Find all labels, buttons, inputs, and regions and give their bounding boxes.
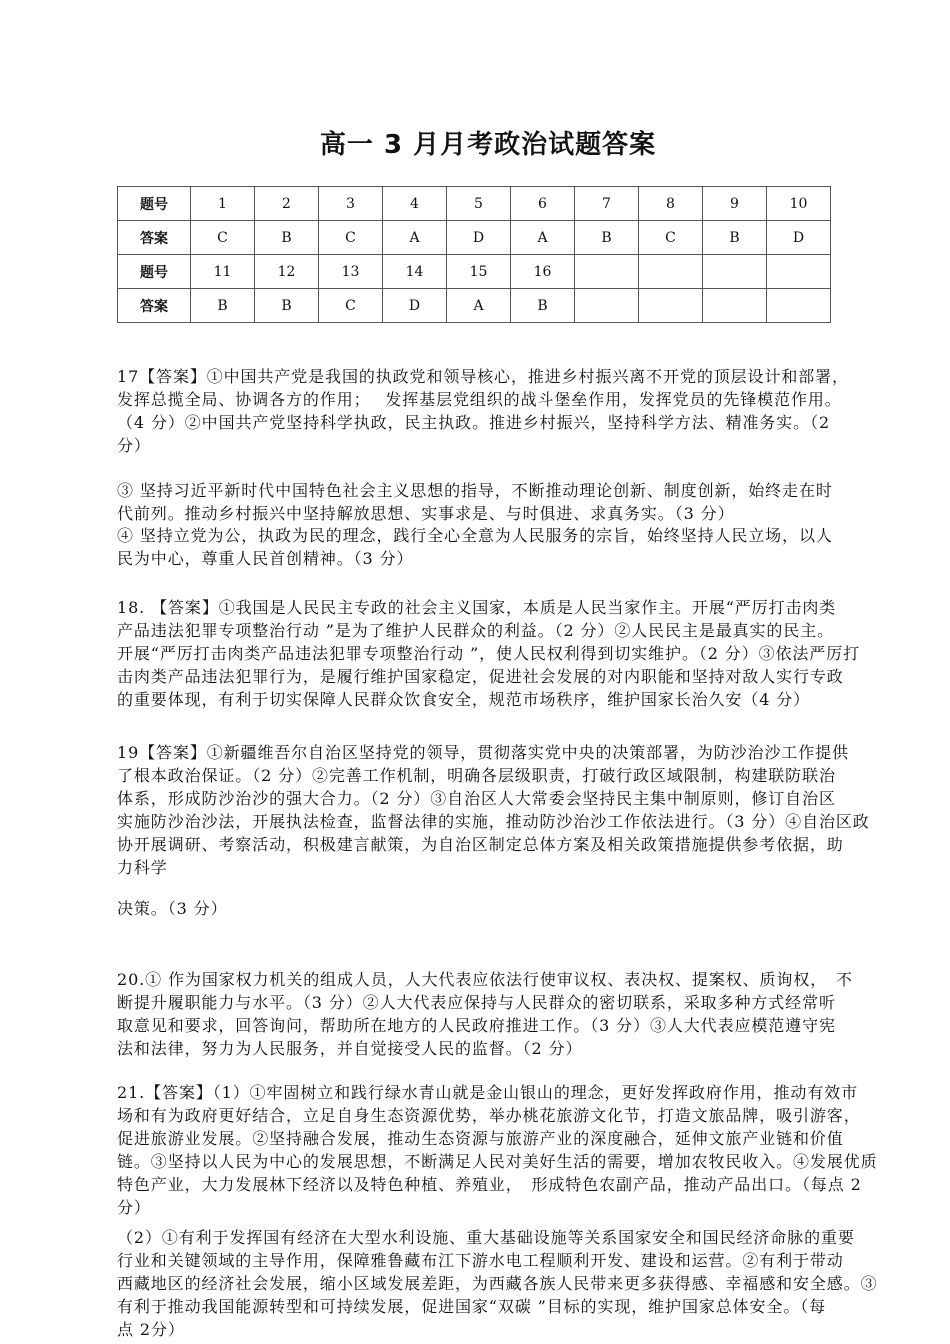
- table-cell: B: [703, 221, 767, 255]
- answer-q17-part3: [117, 479, 842, 525]
- text-line: 民为中心，尊重人民首创精神。（3 分）: [117, 549, 414, 568]
- table-cell: 5: [447, 187, 511, 221]
- text-line: 18. 【答案】①我国是人民民主专政的社会主义国家，本质是人民当家作主。开展“严厉打击肉类: [117, 598, 837, 617]
- row-label: 答案: [118, 289, 191, 323]
- table-cell: 2: [255, 187, 319, 221]
- table-cell: 14: [383, 255, 447, 289]
- table-cell: B: [191, 289, 255, 323]
- table-cell: 11: [191, 255, 255, 289]
- text-line: 开展“严厉打击肉类产品违法犯罪专项整治行动 ”，使人民权利得到切实维护。（2 分）③依法严厉打: [117, 644, 861, 663]
- table-cell: [639, 289, 703, 323]
- text-line: 行业和关键领域的主导作用，保障雅鲁藏布江下游水电工程顺利开发、建设和运营。②有利于带动: [117, 1251, 844, 1270]
- text-line: 实施防沙治沙法，开展执法检查，监督法律的实施，推动防沙治沙工作依法进行。（3 分）④自治区政: [117, 812, 870, 831]
- text-line: 了根本政治保证。（2 分）②完善工作机制，明确各层级职责，打破行政区域限制，构建联防联治: [117, 766, 836, 785]
- table-cell: 8: [639, 187, 703, 221]
- text-line: 分）: [117, 436, 151, 455]
- table-cell: [575, 289, 639, 323]
- table-cell: 6: [511, 187, 575, 221]
- answer-q17-part1: [117, 365, 849, 457]
- table-cell: [575, 255, 639, 289]
- table-cell: B: [575, 221, 639, 255]
- answer-q19: [117, 741, 870, 879]
- table-row: [118, 289, 831, 323]
- text-line: 19【答案】①新疆维吾尔自治区坚持党的领导，贯彻落实党中央的决策部署，为防沙治沙工作提供: [117, 743, 849, 762]
- table-cell: D: [767, 221, 831, 255]
- text-line: （2）①有利于发挥国有经济在大型水利设施、重大基础设施等关系国家安全和国民经济命脉的重要: [117, 1228, 855, 1247]
- text-line: 场和有为政府更好结合，立足自身生态资源优势，举办桃花旅游文化节，打造文旅品牌，吸引游客，: [117, 1106, 861, 1125]
- table-cell: 12: [255, 255, 319, 289]
- text-line: 20.① 作为国家权力机关的组成人员，人大代表应依法行使审议权、表决权、提案权、质询权， 不: [117, 970, 853, 989]
- text-line: 促进旅游业发展。②坚持融合发展，推动生态资源与旅游产业的深度融合，延伸文旅产业链和价值: [117, 1129, 844, 1148]
- answer-q18: [117, 596, 861, 711]
- text-line: 法和法律，努力为人民服务，并自觉接受人民的监督。（2 分）: [117, 1039, 583, 1058]
- table-cell: [767, 255, 831, 289]
- answer-q21-part1: [117, 1081, 878, 1219]
- text-line: 协开展调研、考察活动，积极建言献策，为自治区制定总体方案及相关政策措施提供参考依据，助: [117, 835, 844, 854]
- table-cell: 7: [575, 187, 639, 221]
- table-cell: A: [447, 289, 511, 323]
- text-line: 产品违法犯罪专项整治行动 ”是为了维护人民群众的利益。（2 分）②人民民主是最真实的民主。: [117, 621, 835, 640]
- table-cell: 16: [511, 255, 575, 289]
- table-cell: C: [639, 221, 703, 255]
- answer-q21-part2: [117, 1226, 878, 1341]
- table-row: [118, 255, 831, 289]
- table-cell: 15: [447, 255, 511, 289]
- table-cell: D: [383, 289, 447, 323]
- table-cell: A: [383, 221, 447, 255]
- text-line: 发挥总揽全局、协调各方的作用； 发挥基层党组织的战斗堡垒作用，发挥党员的先锋模范作用。: [117, 390, 842, 409]
- table-row: [118, 221, 831, 255]
- text-line: 特色产业，大力发展林下经济以及特色种植、养殖业， 形成特色农副产品，推动产品出口。（每点 2: [117, 1175, 862, 1194]
- answer-q17-part4: [117, 524, 842, 570]
- text-line: ④ 坚持立党为公，执政为民的理念，践行全心全意为人民服务的宗旨，始终坚持人民立场，以人: [117, 526, 833, 545]
- table-cell: [703, 289, 767, 323]
- text-line: 击肉类产品违法犯罪行为，是履行维护国家稳定，促进社会发展的对内职能和坚持对敌人实行专政: [117, 667, 844, 686]
- row-label: 题号: [118, 187, 191, 221]
- text-line: 决策。（3 分）: [117, 899, 228, 918]
- table-cell: 1: [191, 187, 255, 221]
- text-line: 的重要体现，有利于切实保障人民群众饮食安全，规范市场秩序，维护国家长治久安（4 分）: [117, 690, 811, 709]
- text-line: 有利于推动我国能源转型和可持续发展，促进国家“双碳 ”目标的实现，维护国家总体安全。（每: [117, 1297, 827, 1316]
- row-label: 答案: [118, 221, 191, 255]
- text-line: 分）: [117, 1198, 151, 1217]
- table-cell: C: [319, 221, 383, 255]
- text-line: 代前列。推动乡村振兴中坚持解放思想、实事求是、与时俱进、求真务实。（3 分）: [117, 504, 735, 523]
- text-line: 点 2分）: [117, 1320, 185, 1339]
- table-cell: C: [319, 289, 383, 323]
- text-line: 取意见和要求，回答询问，帮助所在地方的人民政府推进工作。（3 分）③人大代表应模范遵守宪: [117, 1016, 836, 1035]
- table-cell: [639, 255, 703, 289]
- table-cell: 3: [319, 187, 383, 221]
- table-cell: [767, 289, 831, 323]
- table-cell: [703, 255, 767, 289]
- page-title: 高一 3 月月考政治试题答案: [319, 130, 657, 160]
- answer-table: [117, 186, 831, 323]
- table-cell: 4: [383, 187, 447, 221]
- text-line: 力科学: [117, 858, 168, 877]
- text-line: 链。③坚持以人民为中心的发展思想，不断满足人民对美好生活的需要，增加农牧民收入。④发展优质: [117, 1152, 878, 1171]
- table-cell: 13: [319, 255, 383, 289]
- row-label: 题号: [118, 255, 191, 289]
- answer-q19-end: [117, 897, 842, 920]
- table-cell: A: [511, 221, 575, 255]
- table-cell: D: [447, 221, 511, 255]
- answer-q20: [117, 968, 853, 1060]
- text-line: ③ 坚持习近平新时代中国特色社会主义思想的指导，不断推动理论创新、制度创新，始终走在时: [117, 481, 833, 500]
- text-line: 体系，形成防沙治沙的强大合力。（2 分）③自治区人大常委会坚持民主集中制原则，修订自治区: [117, 789, 836, 808]
- table-cell: C: [191, 221, 255, 255]
- text-line: 西藏地区的经济社会发展，缩小区域发展差距，为西藏各族人民带来更多获得感、幸福感和安全感。③: [117, 1274, 878, 1293]
- text-line: 17【答案】①中国共产党是我国的执政党和领导核心，推进乡村振兴离不开党的顶层设计和部署，: [117, 367, 849, 386]
- table-cell: 9: [703, 187, 767, 221]
- table-cell: B: [511, 289, 575, 323]
- table-cell: B: [255, 221, 319, 255]
- text-line: 21.【答案】（1）①牢固树立和践行绿水青山就是金山银山的理念，更好发挥政府作用，推动有效市: [117, 1083, 859, 1102]
- table-cell: B: [255, 289, 319, 323]
- text-line: 断提升履职能力与水平。（3 分）②人大代表应保持与人民群众的密切联系，采取多种方式经常听: [117, 993, 836, 1012]
- text-line: （4 分）②中国共产党坚持科学执政，民主执政。推进乡村振兴，坚持科学方法、精准务实。（2: [117, 413, 831, 432]
- table-row: [118, 187, 831, 221]
- table-cell: 10: [767, 187, 831, 221]
